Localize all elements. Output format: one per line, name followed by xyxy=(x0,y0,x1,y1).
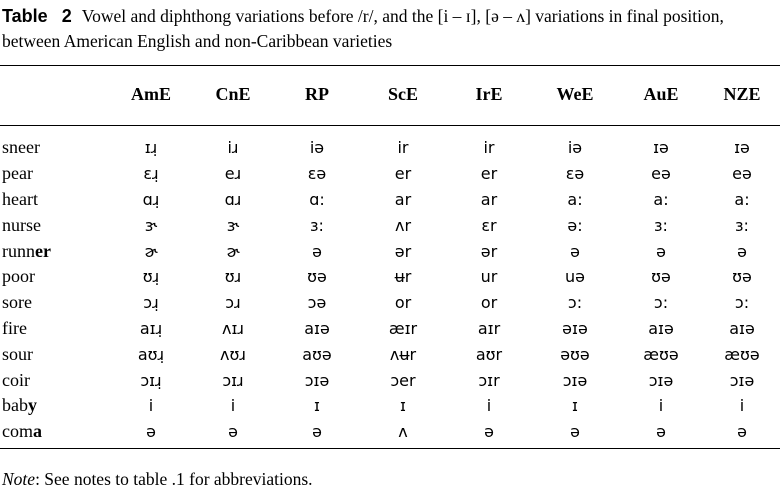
transcription-cell: ɔɪə xyxy=(304,370,330,390)
transcription-cell: ə xyxy=(312,241,322,261)
transcription-cell: ə xyxy=(312,422,322,442)
top-rule xyxy=(0,65,780,66)
transcription-cell: ə xyxy=(484,422,494,442)
transcription-cell: ɛɹ̣ xyxy=(143,164,159,184)
transcription-cell: ɔer xyxy=(390,370,416,390)
row-word xyxy=(0,419,110,445)
transcription-cell: ir xyxy=(397,138,409,158)
caption-number: 2 xyxy=(61,6,72,26)
transcription-cell: ɝ xyxy=(144,215,158,235)
column-header: WeE xyxy=(556,84,594,104)
transcription-cell: ɜ: xyxy=(654,215,668,235)
transcription-cell: iɹ xyxy=(227,138,239,158)
transcription-cell: ɔə xyxy=(307,293,327,313)
row-word-text: heart xyxy=(2,188,38,209)
transcription-cell: a: xyxy=(567,189,583,209)
row-word-text: sore xyxy=(2,292,32,313)
caption-label: Table xyxy=(2,6,48,26)
transcription-cell: ə xyxy=(146,422,156,442)
transcription-cell: ɪ xyxy=(400,396,406,416)
row-word-text: sour xyxy=(2,343,33,364)
row-word xyxy=(0,393,110,419)
row-word xyxy=(0,264,110,290)
row-word-text: sneer xyxy=(2,137,40,158)
table-row xyxy=(0,341,780,367)
transcription-cell: ʊɹ̣ xyxy=(142,267,160,287)
vowel-table xyxy=(0,76,780,445)
transcription-cell: əʊə xyxy=(560,344,590,364)
row-word-text: coir xyxy=(2,369,30,390)
note-label: Note xyxy=(2,469,36,489)
row-word-text: fire xyxy=(2,317,27,338)
transcription-cell: ʌr xyxy=(394,215,412,235)
transcription-cell: ʊə xyxy=(307,267,327,287)
column-header: CnE xyxy=(215,84,251,104)
transcription-cell: æʊə xyxy=(724,344,760,364)
row-word xyxy=(0,367,110,393)
transcription-cell: ʊɹ xyxy=(224,267,242,287)
column-header: NZE xyxy=(723,84,761,104)
transcription-cell: ə xyxy=(737,422,747,442)
transcription-cell: ɔɪə xyxy=(729,370,755,390)
header-row xyxy=(0,76,780,113)
transcription-cell: aɪə xyxy=(729,318,755,338)
transcription-cell: ə xyxy=(656,422,666,442)
transcription-cell: ɪ xyxy=(572,396,578,416)
transcription-cell: æɪr xyxy=(388,318,418,338)
transcription-cell: i xyxy=(486,396,492,416)
transcription-cell: ɚ xyxy=(144,241,158,261)
transcription-cell: or xyxy=(480,293,498,313)
table-caption xyxy=(2,4,778,54)
transcription-cell: i xyxy=(230,396,236,416)
transcription-cell: ɚ xyxy=(226,241,240,261)
table-row xyxy=(0,316,780,342)
transcription-cell: ə xyxy=(570,241,580,261)
transcription-cell: ʌʉr xyxy=(389,344,417,364)
transcription-cell: ɪɹ̣ xyxy=(144,138,158,158)
transcription-cell: iə xyxy=(309,138,325,158)
transcription-cell: ɪ xyxy=(314,396,320,416)
row-word-bold-ending: a xyxy=(33,421,42,442)
transcription-cell: ɛə xyxy=(565,164,585,184)
transcription-cell: ər xyxy=(394,241,412,261)
transcription-cell: əɪə xyxy=(562,318,588,338)
transcription-cell: ʌʊɹ xyxy=(220,344,246,364)
table-row xyxy=(0,238,780,264)
row-word xyxy=(0,341,110,367)
table-row xyxy=(0,367,780,393)
note-text: : See notes to table .1 for abbreviations. xyxy=(35,469,313,489)
transcription-cell: i xyxy=(658,396,664,416)
transcription-cell: ʉr xyxy=(394,267,412,287)
transcription-cell: er xyxy=(394,164,412,184)
transcription-cell: a: xyxy=(653,189,669,209)
transcription-cell: ɜ: xyxy=(735,215,749,235)
row-word xyxy=(0,316,110,342)
row-word-text: com xyxy=(2,421,33,442)
transcription-cell: or xyxy=(394,293,412,313)
transcription-cell: ar xyxy=(480,189,498,209)
transcription-cell: ʊə xyxy=(651,267,671,287)
table-row xyxy=(0,161,780,187)
transcription-cell: ɝ xyxy=(226,215,240,235)
transcription-cell: ɔɪə xyxy=(648,370,674,390)
transcription-cell: ɔ: xyxy=(567,293,583,313)
column-header: RP xyxy=(305,84,329,104)
transcription-cell: a: xyxy=(734,189,750,209)
table-row xyxy=(0,264,780,290)
row-word xyxy=(0,212,110,238)
transcription-cell: ʌɪɹ xyxy=(221,318,245,338)
transcription-cell: ə xyxy=(737,241,747,261)
transcription-cell: ɔɪɹ̣ xyxy=(140,370,162,390)
table-note xyxy=(2,468,313,490)
row-word-bold-ending: y xyxy=(28,395,37,416)
transcription-cell: ʊə xyxy=(732,267,752,287)
transcription-cell: aʊɹ̣ xyxy=(137,344,165,364)
transcription-cell: ɪə xyxy=(734,138,750,158)
transcription-cell: ɑɹ̣ xyxy=(142,189,160,209)
row-word xyxy=(0,238,110,264)
column-header: ScE xyxy=(387,84,418,104)
transcription-cell: ɔɪɹ xyxy=(222,370,244,390)
transcription-cell: ɔ: xyxy=(653,293,669,313)
transcription-cell: ɔ: xyxy=(734,293,750,313)
transcription-cell: ʌ xyxy=(398,422,408,442)
row-word-text: nurse xyxy=(2,214,41,235)
row-word xyxy=(0,135,110,161)
transcription-cell: ər xyxy=(480,241,498,261)
transcription-cell: ur xyxy=(480,267,498,287)
row-word-bold-ending: er xyxy=(35,240,51,261)
transcription-cell: ar xyxy=(394,189,412,209)
transcription-cell: ɛr xyxy=(481,215,497,235)
transcription-cell: ɛə xyxy=(307,164,327,184)
table-row xyxy=(0,135,780,161)
row-word xyxy=(0,161,110,187)
table-row xyxy=(0,290,780,316)
row-word-text: bab xyxy=(2,395,28,416)
transcription-cell: aɪr xyxy=(477,318,501,338)
transcription-cell: er xyxy=(480,164,498,184)
transcription-cell: ə xyxy=(228,422,238,442)
transcription-cell: ə: xyxy=(567,215,583,235)
transcription-cell: aɪə xyxy=(648,318,674,338)
column-header: AmE xyxy=(131,84,171,104)
row-word xyxy=(0,187,110,213)
transcription-cell: aʊr xyxy=(475,344,503,364)
transcription-cell: ə xyxy=(570,422,580,442)
header-corner xyxy=(0,76,110,113)
table-row xyxy=(0,212,780,238)
transcription-cell: ɔɪr xyxy=(478,370,500,390)
transcription-cell: æʊə xyxy=(643,344,679,364)
transcription-cell: eə xyxy=(732,164,752,184)
transcription-cell: i xyxy=(148,396,154,416)
transcription-cell: eə xyxy=(651,164,671,184)
transcription-cell: ɑɹ xyxy=(224,189,242,209)
transcription-cell: ɜ: xyxy=(310,215,324,235)
row-word-text: runn xyxy=(2,240,35,261)
transcription-cell: aʊə xyxy=(302,344,332,364)
column-header: AuE xyxy=(643,84,679,104)
row-word-text: pear xyxy=(2,163,33,184)
transcription-cell: ɪə xyxy=(653,138,669,158)
transcription-cell: iə xyxy=(567,138,583,158)
table-body xyxy=(0,135,780,445)
bottom-rule xyxy=(0,448,780,449)
transcription-cell: i xyxy=(739,396,745,416)
row-word-text: poor xyxy=(2,266,35,287)
caption-text: Vowel and diphthong variations before /r/, and the [i – ɪ], [ə – ʌ] variations in final position, between American English and non-Caribbean varieties xyxy=(2,6,724,51)
transcription-cell: uə xyxy=(565,267,585,287)
table-row xyxy=(0,393,780,419)
transcription-cell: ə xyxy=(656,241,666,261)
transcription-cell: ɔɹ xyxy=(225,293,241,313)
transcription-cell: ɔɪə xyxy=(562,370,588,390)
transcription-cell: eɹ xyxy=(224,164,242,184)
row-word xyxy=(0,290,110,316)
column-header: IrE xyxy=(475,84,503,104)
transcription-cell: ɔɹ̣ xyxy=(143,293,159,313)
table-row xyxy=(0,419,780,445)
transcription-cell: ir xyxy=(483,138,495,158)
transcription-cell: ɑ: xyxy=(309,189,325,209)
transcription-cell: aɪə xyxy=(304,318,330,338)
transcription-cell: aɪɹ̣ xyxy=(139,318,163,338)
table-row xyxy=(0,187,780,213)
